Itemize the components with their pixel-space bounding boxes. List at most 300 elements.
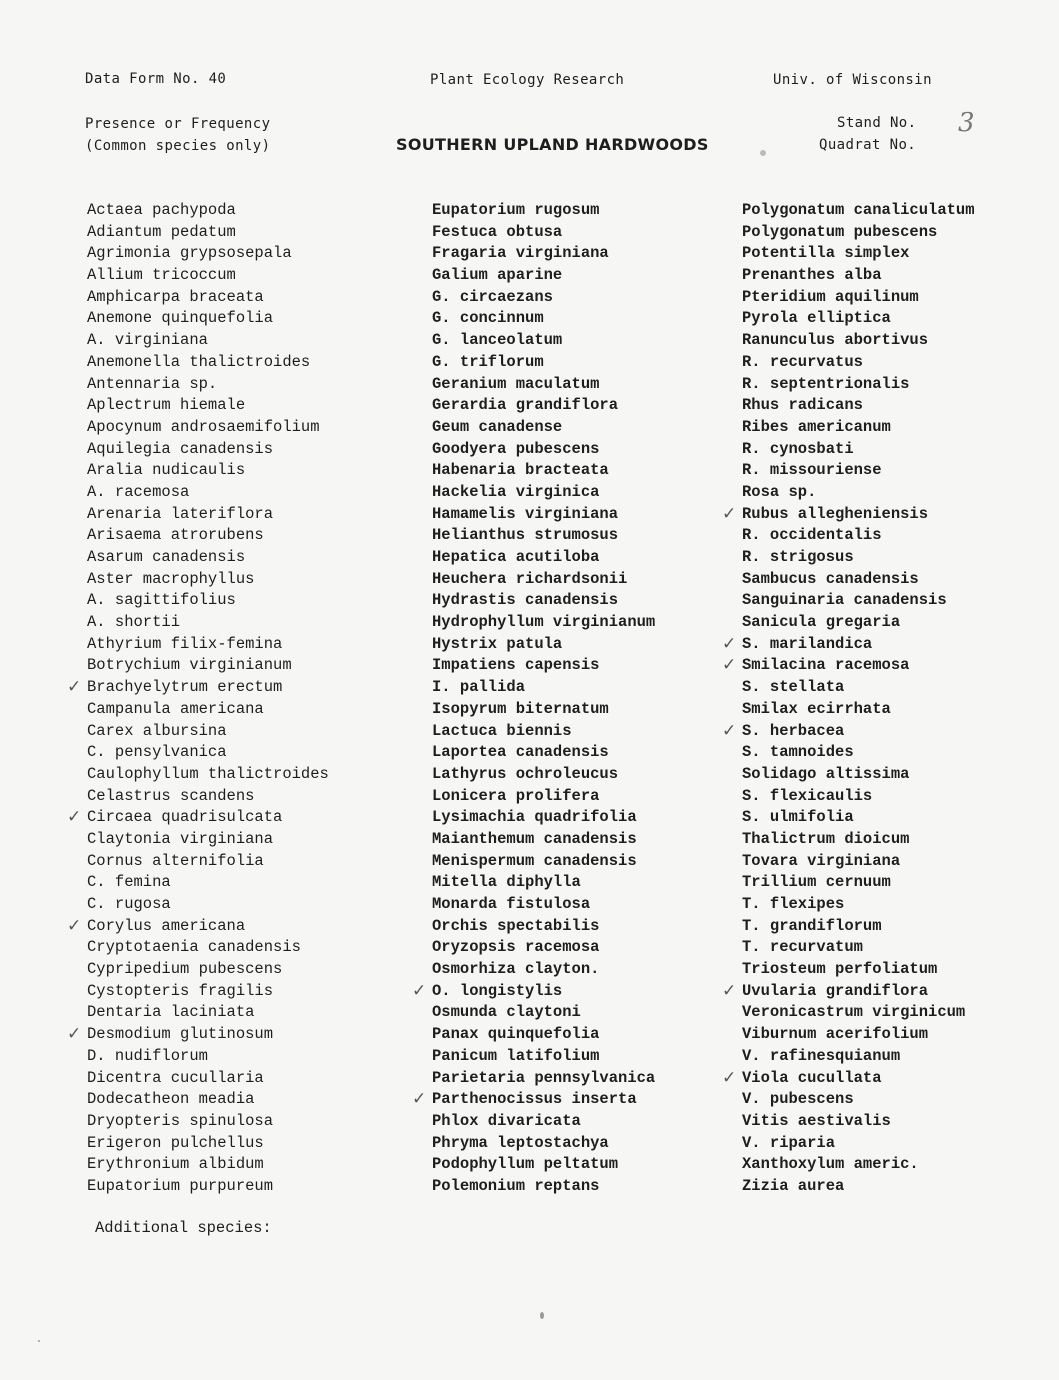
species-name: Hamamelis virginiana [432, 504, 619, 523]
species-name: S. tamnoides [742, 743, 854, 762]
species-item [742, 1024, 975, 1046]
species-name: R. cynosbati [742, 439, 854, 458]
species-name: C. rugosa [87, 895, 171, 913]
species-item [432, 1024, 655, 1046]
species-item [87, 243, 329, 265]
species-item [87, 764, 329, 786]
species-name: Goodyera pubescens [432, 439, 600, 458]
species-item [87, 417, 329, 439]
species-item [722, 720, 975, 743]
species-item [67, 677, 329, 699]
species-item [742, 1046, 975, 1068]
species-item [432, 1133, 655, 1155]
species-name: T. flexipes [742, 895, 845, 913]
species-item [742, 569, 975, 591]
species-name: Geum canadense [432, 417, 563, 436]
species-name: Lactuca biennis [432, 721, 572, 740]
species-name: Tovara virginiana [742, 851, 901, 870]
species-item [87, 1133, 329, 1155]
species-name: G. triflorum [432, 352, 544, 371]
species-column-right [722, 200, 975, 1198]
species-name: Sambucus canadensis [742, 569, 919, 588]
common-species-note: (Common species only) [85, 138, 271, 154]
species-item [742, 308, 975, 330]
species-name: Polemonium reptans [432, 1176, 600, 1195]
species-name: Dentaria laciniata [87, 1003, 255, 1022]
species-name: A. shortii [87, 613, 181, 632]
species-item [87, 525, 329, 547]
species-name: Brachyelytrum erectum [87, 678, 283, 697]
species-item [742, 330, 975, 352]
species-item [742, 916, 975, 938]
species-name: Caulophyllum thalictroides [87, 764, 329, 783]
species-item [412, 980, 655, 1003]
species-item [432, 265, 655, 287]
species-item [432, 872, 655, 894]
species-item [432, 504, 655, 526]
species-name: Festuca obtusa [432, 222, 563, 241]
species-item [87, 1154, 329, 1176]
species-item [742, 937, 975, 959]
species-item [87, 1111, 329, 1133]
species-item [742, 1089, 975, 1111]
species-name: Galium aparine [432, 266, 563, 285]
species-name: Hystrix patula [432, 634, 563, 653]
checkmark-icon: ✓ [67, 1024, 82, 1045]
checkmark-icon: ✓ [722, 1067, 737, 1088]
species-item [432, 330, 655, 352]
species-item [742, 439, 975, 461]
species-item [432, 742, 655, 764]
species-name: Osmorhiza clayton. [432, 960, 600, 979]
species-item [742, 460, 975, 482]
species-item [87, 937, 329, 959]
species-item [87, 590, 329, 612]
species-item [87, 374, 329, 396]
species-column-left [67, 200, 329, 1198]
species-item [742, 243, 975, 265]
species-item [722, 980, 975, 1003]
species-name: Lonicera prolifera [432, 786, 600, 805]
species-name: Botrychium virginianum [87, 656, 292, 675]
species-item [87, 634, 329, 656]
species-item [87, 1046, 329, 1068]
species-name: Antennaria sp. [87, 374, 218, 393]
species-name: Circaea quadrisulcata [87, 808, 283, 827]
species-item [87, 894, 329, 916]
species-name: Lathyrus ochroleucus [432, 764, 619, 783]
species-item [87, 699, 329, 721]
species-item [742, 265, 975, 287]
species-item [742, 525, 975, 547]
species-item [742, 482, 975, 504]
species-name: Hepatica acutiloba [432, 548, 600, 566]
species-name: Cystopteris fragilis [87, 981, 274, 1000]
species-name: Phlox divaricata [432, 1111, 581, 1130]
species-item [742, 547, 975, 569]
species-item [87, 1176, 329, 1198]
species-name: Aquilegia canadensis [87, 439, 274, 458]
species-name: Claytonia virginiana [87, 829, 274, 848]
quadrat-number-label: Quadrat No. [819, 137, 917, 153]
species-name: Polygonatum canaliculatum [742, 201, 975, 219]
species-name: Gerardia grandiflora [432, 396, 619, 415]
species-item [432, 937, 655, 959]
species-item [432, 1046, 655, 1068]
species-name: O. longistylis [432, 981, 563, 1000]
species-name: Dicentra cucullaria [87, 1068, 264, 1087]
species-item [87, 786, 329, 808]
page-title: SOUTHERN UPLAND HARDWOODS [396, 135, 709, 154]
species-name: T. grandiflorum [742, 916, 882, 935]
species-item [432, 1068, 655, 1090]
species-item [432, 222, 655, 244]
species-name: Panax quinquefolia [432, 1025, 600, 1044]
species-name: Viburnum acerifolium [742, 1025, 929, 1044]
species-name: Sanguinaria canadensis [742, 591, 947, 610]
species-item [87, 200, 329, 222]
species-name: Veronicastrum virginicum [742, 1003, 966, 1022]
species-name: Corylus americana [87, 916, 246, 935]
species-name: S. marilandica [742, 634, 873, 653]
species-item [87, 829, 329, 851]
species-name: Anemonella thalictroides [87, 352, 311, 371]
species-item [87, 655, 329, 677]
species-item [432, 699, 655, 721]
species-name: S. herbacea [742, 721, 845, 740]
species-item [742, 1176, 975, 1198]
species-item [742, 352, 975, 374]
species-name: Desmodium glutinosum [87, 1025, 274, 1044]
species-item [87, 352, 329, 374]
species-item [432, 200, 655, 222]
species-name: Helianthus strumosus [432, 526, 619, 545]
species-item [432, 1002, 655, 1024]
species-name: R. occidentalis [742, 526, 882, 545]
species-name: Hydrophyllum virginianum [432, 613, 656, 632]
ink-speck [760, 150, 766, 156]
species-name: V. pubescens [742, 1090, 854, 1109]
species-name: R. septentrionalis [742, 374, 910, 393]
species-name: Erythronium albidum [87, 1155, 264, 1174]
species-item [87, 460, 329, 482]
species-name: Prenanthes alba [742, 266, 882, 285]
species-name: Habenaria bracteata [432, 461, 609, 480]
species-item [87, 308, 329, 330]
species-item [87, 330, 329, 352]
species-item [432, 916, 655, 938]
species-name: Amphicarpa braceata [87, 287, 264, 306]
species-name: C. pensylvanica [87, 743, 227, 762]
species-item [432, 374, 655, 396]
species-item [432, 612, 655, 634]
species-name: Podophyllum peltatum [432, 1155, 619, 1174]
species-item [87, 959, 329, 981]
species-name: Hydrastis canadensis [432, 591, 619, 610]
species-name: A. sagittifolius [87, 591, 236, 610]
species-name: G. concinnum [432, 309, 544, 328]
species-item [742, 395, 975, 417]
species-name: Trillium cernuum [742, 873, 891, 892]
additional-species-label: Additional species: [95, 1219, 272, 1237]
species-item [742, 872, 975, 894]
species-name: Laportea canadensis [432, 743, 609, 762]
species-name: Aplectrum hiemale [87, 396, 246, 415]
species-name: C. femina [87, 873, 171, 892]
species-item [87, 482, 329, 504]
checkmark-icon: ✓ [67, 677, 82, 698]
species-name: Zizia aurea [742, 1176, 845, 1195]
species-name: A. racemosa [87, 482, 190, 501]
species-item [742, 612, 975, 634]
checkmark-icon: ✓ [722, 503, 737, 524]
species-name: Rubus allegheniensis [742, 504, 929, 523]
species-name: Smilacina racemosa [742, 656, 910, 675]
species-name: Erigeron pulchellus [87, 1133, 264, 1152]
species-item [722, 633, 975, 656]
species-item [742, 1154, 975, 1176]
species-item [432, 721, 655, 743]
species-item [432, 1154, 655, 1176]
species-item [87, 851, 329, 873]
checkmark-icon: ✓ [67, 915, 82, 936]
species-item [87, 742, 329, 764]
species-item [432, 1176, 655, 1198]
species-name: Polygonatum pubescens [742, 222, 938, 241]
species-name: Apocynum androsaemifolium [87, 417, 320, 436]
species-name: Rosa sp. [742, 482, 817, 501]
species-item [742, 829, 975, 851]
species-item [722, 1067, 975, 1090]
species-name: S. ulmifolia [742, 808, 854, 827]
species-name: Isopyrum biternatum [432, 699, 609, 718]
species-name: I. pallida [432, 678, 526, 697]
species-item [742, 222, 975, 244]
species-item [742, 894, 975, 916]
species-name: Viola cucullata [742, 1068, 882, 1087]
species-name: Vitis aestivalis [742, 1111, 891, 1130]
species-item [87, 1089, 329, 1111]
species-name: Parthenocissus inserta [432, 1090, 637, 1109]
species-name: Cornus alternifolia [87, 851, 264, 870]
species-item [742, 417, 975, 439]
species-name: Cryptotaenia canadensis [87, 938, 301, 957]
species-name: Actaea pachypoda [87, 201, 236, 219]
species-name: Adiantum pedatum [87, 222, 236, 241]
stand-number-handwritten: 3 [958, 108, 975, 138]
species-name: Oryzopsis racemosa [432, 938, 600, 957]
species-item [87, 504, 329, 526]
species-name: Agrimonia grypsosepala [87, 244, 292, 263]
species-item [87, 547, 329, 569]
species-name: Rhus radicans [742, 396, 863, 415]
species-item [432, 547, 655, 569]
species-item [742, 590, 975, 612]
species-name: Ribes americanum [742, 417, 891, 436]
species-name: V. rafinesquianum [742, 1046, 901, 1065]
species-name: Mitella diphylla [432, 873, 581, 892]
species-item [432, 655, 655, 677]
species-item [432, 851, 655, 873]
university: Univ. of Wisconsin [773, 72, 932, 88]
species-name: Asarum canadensis [87, 548, 246, 566]
organization: Plant Ecology Research [430, 72, 625, 88]
species-item [87, 395, 329, 417]
species-name: R. strigosus [742, 548, 854, 566]
species-name: Athyrium filix-femina [87, 634, 283, 653]
species-item [87, 287, 329, 309]
species-item [432, 677, 655, 699]
species-name: Potentilla simplex [742, 244, 910, 263]
species-name: Dryopteris spinulosa [87, 1111, 274, 1130]
species-item [67, 1024, 329, 1046]
species-item [87, 872, 329, 894]
species-item [432, 807, 655, 829]
species-item [432, 634, 655, 656]
species-name: Hackelia virginica [432, 482, 600, 501]
species-name: R. missouriense [742, 461, 882, 480]
checkmark-icon: ✓ [67, 807, 82, 828]
species-name: Arisaema atrorubens [87, 526, 264, 545]
species-name: Allium tricoccum [87, 266, 236, 285]
species-item [742, 374, 975, 396]
species-name: G. circaezans [432, 287, 553, 306]
form-number: Data Form No. 40 [85, 71, 227, 87]
species-name: Thalictrum dioicum [742, 829, 910, 848]
species-name: Ranunculus abortivus [742, 331, 929, 350]
species-name: A. virginiana [87, 331, 208, 350]
species-item [87, 265, 329, 287]
species-item [432, 959, 655, 981]
checkmark-icon: ✓ [722, 980, 737, 1001]
species-item [87, 569, 329, 591]
species-name: G. lanceolatum [432, 331, 563, 350]
species-name: Triosteum perfoliatum [742, 960, 938, 979]
species-item [432, 525, 655, 547]
species-item [742, 959, 975, 981]
species-item [742, 1133, 975, 1155]
species-item [432, 786, 655, 808]
species-item [742, 1111, 975, 1133]
species-item [67, 915, 329, 938]
species-item [742, 786, 975, 808]
species-item [87, 222, 329, 244]
species-item [432, 829, 655, 851]
species-name: T. recurvatum [742, 938, 863, 957]
species-item [432, 352, 655, 374]
species-item [432, 894, 655, 916]
species-item [722, 503, 975, 526]
species-name: Anemone quinquefolia [87, 309, 274, 328]
species-name: Sanicula gregaria [742, 613, 901, 632]
species-name: Phryma leptostachya [432, 1133, 609, 1152]
species-item [742, 699, 975, 721]
species-item [412, 1089, 655, 1111]
checkmark-icon: ✓ [722, 655, 737, 676]
species-name: Cypripedium pubescens [87, 960, 283, 979]
species-name: D. nudiflorum [87, 1046, 208, 1065]
species-name: Celastrus scandens [87, 786, 255, 805]
species-name: Pyrola elliptica [742, 309, 891, 328]
species-name: Eupatorium purpureum [87, 1176, 274, 1195]
species-item [432, 308, 655, 330]
species-item [87, 439, 329, 461]
species-name: S. flexicaulis [742, 786, 873, 805]
species-item [742, 742, 975, 764]
species-item [432, 1111, 655, 1133]
species-name: Heuchera richardsonii [432, 569, 628, 588]
species-name: Lysimachia quadrifolia [432, 808, 637, 827]
species-name: Impatiens capensis [432, 656, 600, 675]
species-name: Arenaria lateriflora [87, 504, 274, 523]
species-name: Parietaria pennsylvanica [432, 1068, 656, 1087]
species-column-middle [412, 200, 656, 1198]
species-item [432, 569, 655, 591]
species-item [742, 1002, 975, 1024]
checkmark-icon: ✓ [412, 1089, 427, 1110]
species-name: V. riparia [742, 1133, 836, 1152]
species-item [432, 417, 655, 439]
species-item [432, 395, 655, 417]
species-name: Maianthemum canadensis [432, 829, 637, 848]
species-item [432, 764, 655, 786]
species-item [67, 807, 329, 829]
species-item [87, 1002, 329, 1024]
checkmark-icon: ✓ [722, 720, 737, 741]
species-name: Dodecatheon meadia [87, 1090, 255, 1109]
species-item [432, 460, 655, 482]
species-name: Campanula americana [87, 699, 264, 718]
species-item [432, 482, 655, 504]
species-name: Uvularia grandiflora [742, 981, 929, 1000]
species-name: Eupatorium rugosum [432, 201, 600, 219]
species-item [432, 287, 655, 309]
presence-label: Presence or Frequency [85, 116, 271, 132]
species-item [722, 655, 975, 677]
species-item [87, 612, 329, 634]
species-item [432, 439, 655, 461]
species-item [742, 851, 975, 873]
species-name: S. stellata [742, 678, 845, 697]
species-item [87, 981, 329, 1003]
species-name: Xanthoxylum americ. [742, 1155, 919, 1174]
checkmark-icon: ✓ [722, 633, 737, 654]
species-name: Panicum latifolium [432, 1046, 600, 1065]
species-name: Solidago altissima [742, 764, 910, 783]
species-item [742, 677, 975, 699]
species-item [432, 243, 655, 265]
species-item [432, 590, 655, 612]
stand-number-label: Stand No. [837, 115, 917, 131]
checkmark-icon: ✓ [412, 980, 427, 1001]
ink-speck [38, 1340, 40, 1342]
species-name: Osmunda claytoni [432, 1003, 581, 1022]
species-item [742, 287, 975, 309]
species-item [742, 764, 975, 786]
ink-speck [540, 1312, 544, 1319]
species-item [87, 721, 329, 743]
species-name: R. recurvatus [742, 352, 863, 371]
species-item [742, 807, 975, 829]
species-item [87, 1068, 329, 1090]
species-name: Pteridium aquilinum [742, 287, 919, 306]
species-item [742, 200, 975, 222]
species-name: Monarda fistulosa [432, 895, 591, 913]
species-name: Carex albursina [87, 721, 227, 740]
species-name: Fragaria virginiana [432, 244, 609, 263]
species-name: Aralia nudicaulis [87, 461, 246, 480]
species-name: Smilax ecirrhata [742, 699, 891, 718]
